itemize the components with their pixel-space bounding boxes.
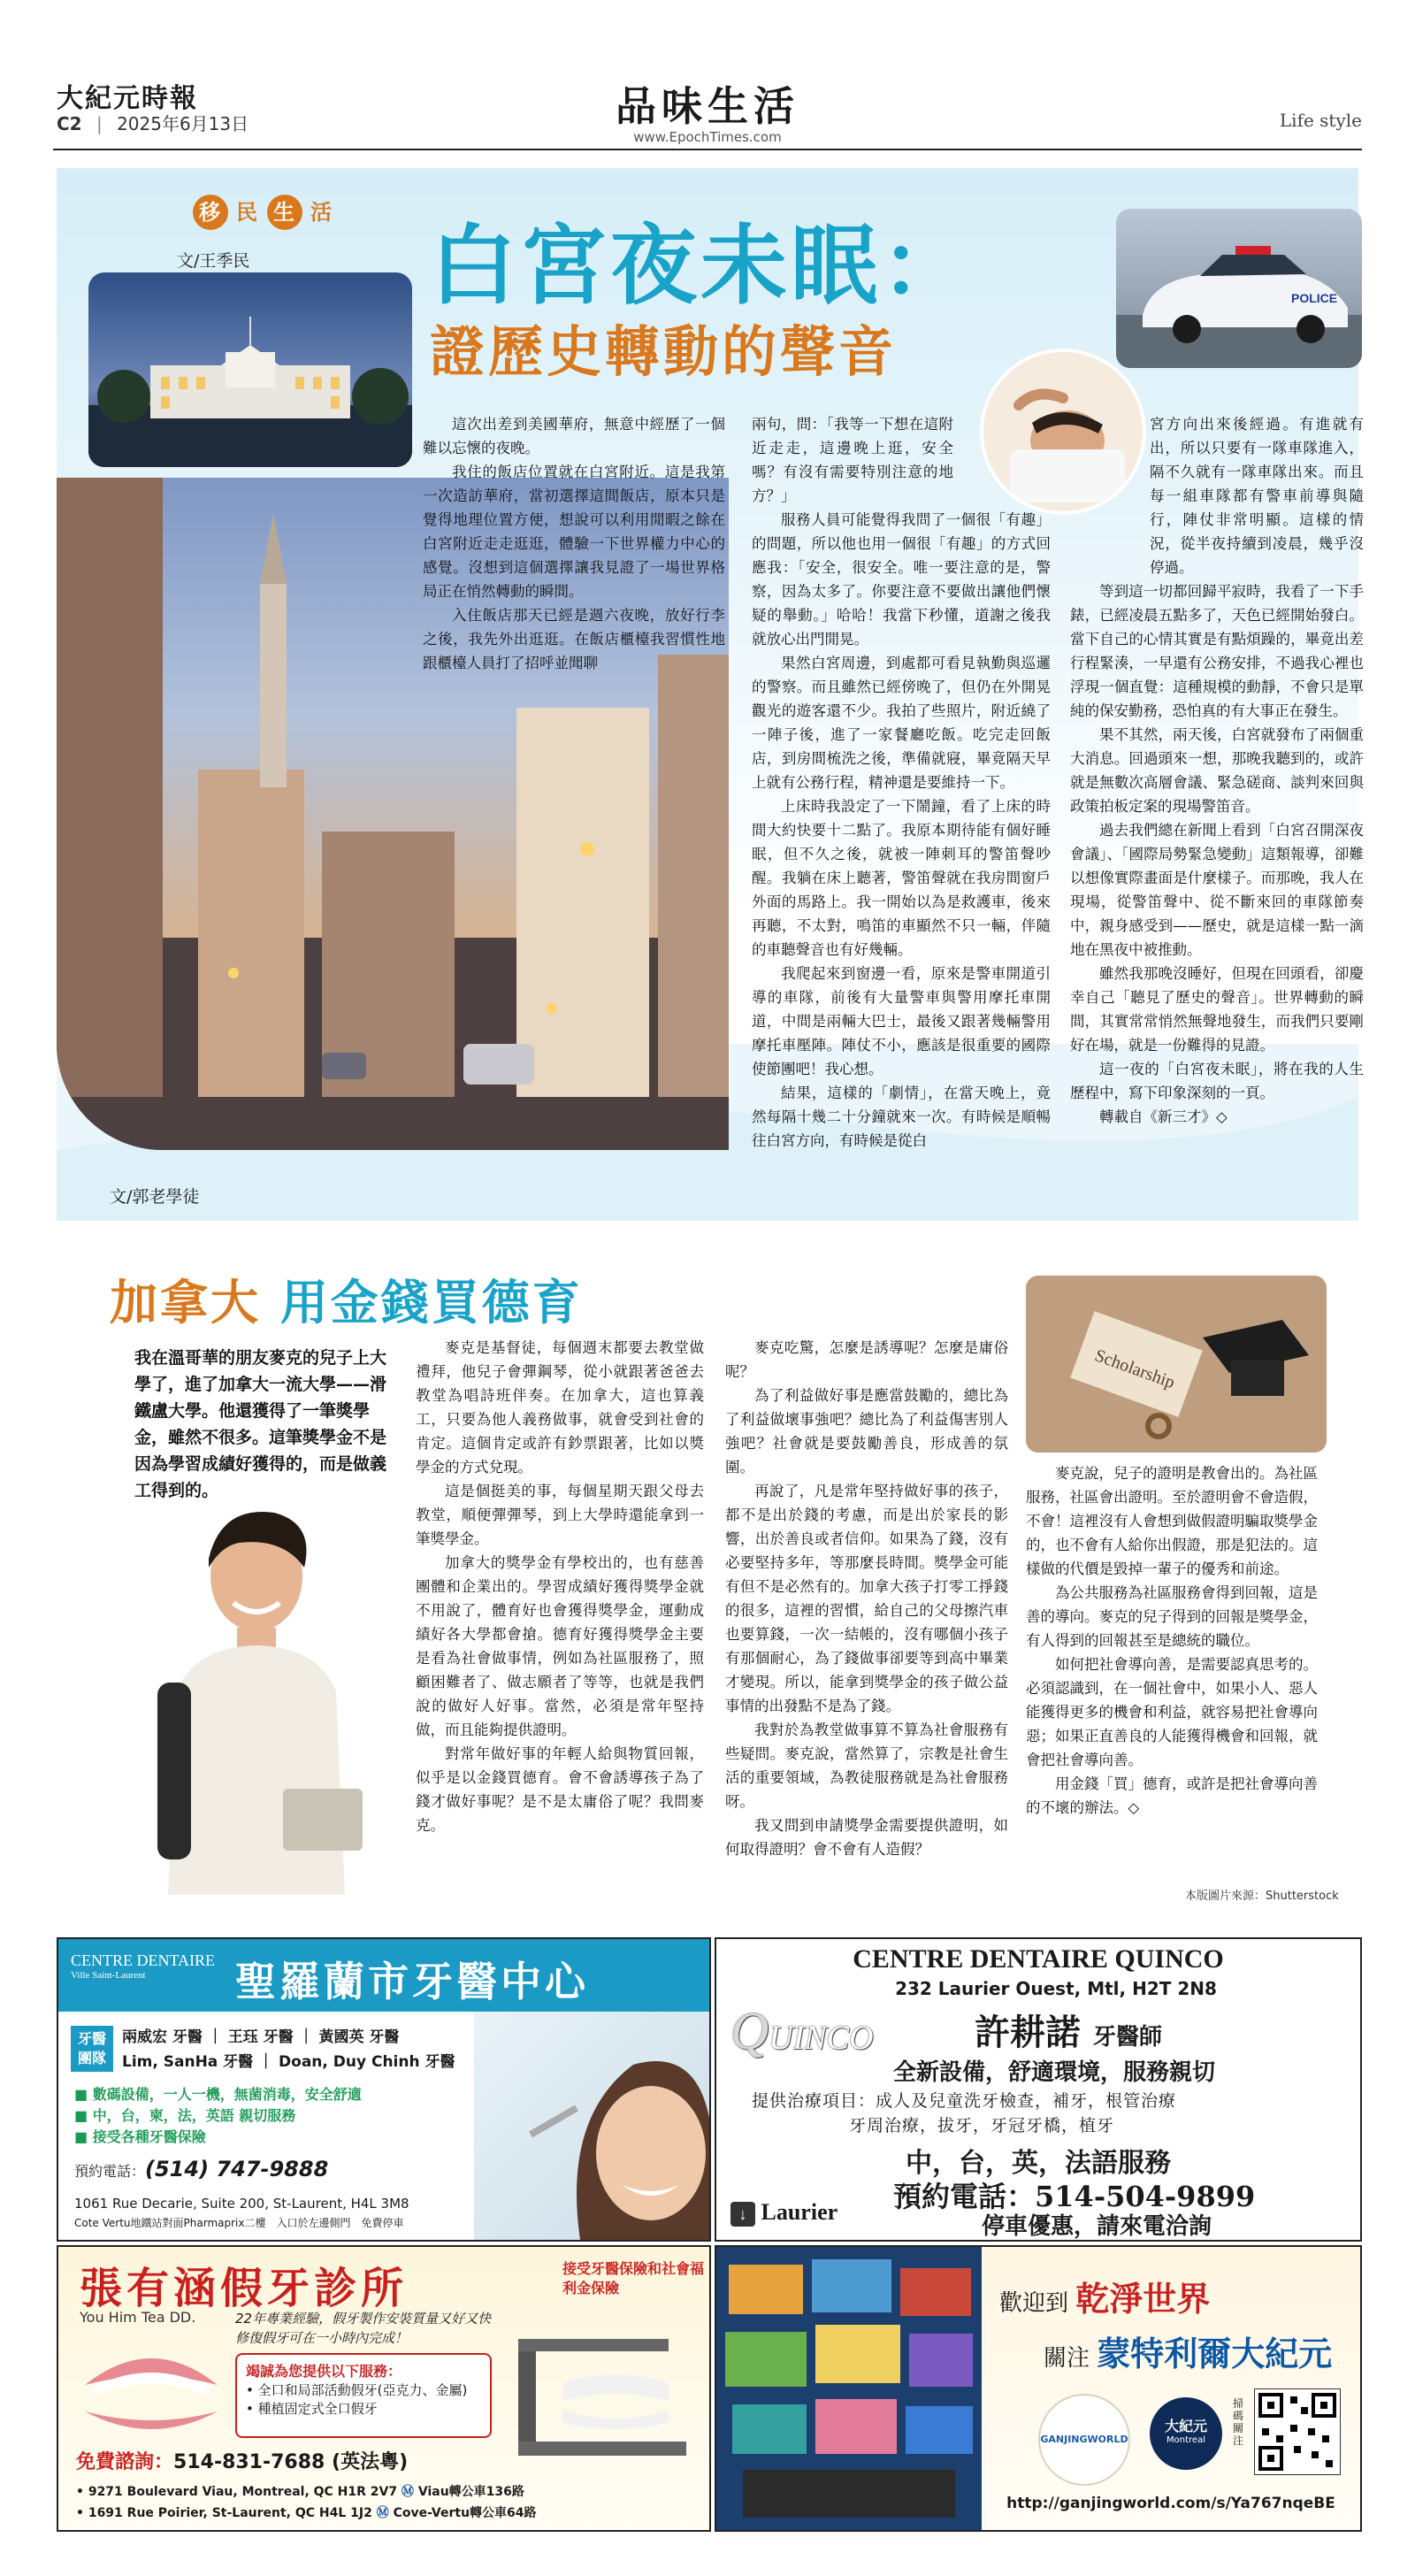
- ad3-consult: 免費諮詢：514-831-7688 (英法粵): [76, 2451, 409, 2473]
- ad1-phone: 預約電話：(514) 747-9888: [74, 2157, 329, 2181]
- paragraph: 轉載自《新三才》◇: [1099, 1108, 1228, 1125]
- ad1-title: 聖羅蘭市牙醫中心: [235, 1958, 589, 2005]
- white-house-illustration: [88, 272, 412, 467]
- metro-icon: ↓: [730, 2202, 755, 2227]
- ad4-url[interactable]: http://ganjingworld.com/s/Ya767nqeBE: [1006, 2495, 1335, 2512]
- white-house-photo: [88, 272, 412, 467]
- articulator-illustration: [501, 2321, 700, 2463]
- ad3-services-title: 竭誠為您提供以下服務：: [246, 2363, 402, 2380]
- ad2-slogan: 全新設備，舒適環境，服務親切: [893, 2059, 1216, 2086]
- section-title: 品味生活: [616, 82, 799, 130]
- ad1-phone-number[interactable]: (514) 747-9888: [145, 2157, 329, 2181]
- smiling-woman-illustration: [474, 2012, 709, 2240]
- article2-byline: 文/郭老學徒: [110, 1187, 200, 1207]
- paragraph: 為公共服務為社區服務會得到回報，這是善的導向。麥克的兒子得到的回報是獎學金，有人得到的回報甚至是總統的職位。: [1026, 1584, 1318, 1649]
- ad1-logo-text: CENTRE DENTAIRE: [71, 1951, 216, 1969]
- ad-denture-clinic[interactable]: [57, 2245, 711, 2532]
- paragraph: 加拿大的獎學金有學校出的，也有慈善團體和企業出的。學習成績好獲得獎學金就不用說了，體育好也會獲得獎學金，運動成績好各大學都會搶。德育好獲得獎學金主要是看為社會做事情，例如為社區服務了，照顧困難者了、做志願者了等等，也就是我們說的做好人好事。當然，必須是常年堅持做，而且能夠提供證明。: [416, 1554, 704, 1738]
- ad3-phone-number[interactable]: 514-831-7688 (英法粵): [173, 2451, 409, 2473]
- ad3-services-box: [235, 2353, 492, 2438]
- ad4-follow: 關注 蒙特利爾大紀元: [1044, 2334, 1333, 2373]
- article2-column-3: [1026, 1461, 1318, 1820]
- police-car-illustration: [1116, 209, 1362, 368]
- paragraph: 我對於為教堂做事算不算為社會服務有些疑問。麥克說，當然算了，宗教是社會生活的重要領域，為教徒服務就是為社會服務呀。: [725, 1721, 1008, 1810]
- ad3-service: • 全口和局部活動假牙(亞克力、金屬): [246, 2382, 468, 2398]
- paragraph: 對常年做好事的年輕人給與物質回報，似乎是以金錢買德育。會不會誘導孩子為了錢才做好事呢？是不是太庸俗了呢？我問麥克。: [416, 1745, 704, 1834]
- screens-collage: [716, 2247, 982, 2530]
- paragraph: 這次出差到美國華府，無意中經歷了一個難以忘懷的夜晚。: [423, 416, 725, 456]
- ad3-address-1: • 9271 Boulevard Viau, Montreal, QC H1R 2V7 Ⓜ Viau轉公車136路: [76, 2485, 524, 2499]
- qr-pattern: [1255, 2389, 1340, 2474]
- ad2-metro: ↓ Laurier: [730, 2199, 838, 2227]
- ad3-name-en: You Him Tea DD.: [80, 2309, 196, 2326]
- smiling-woman-photo: [474, 2012, 709, 2240]
- paragraph: 雖然我那晚沒睡好，但現在回頭看，卻慶幸自己「聽見了歷史的聲音」。世界轉動的瞬間，其實常常悄然無聲地發生，而我們只要剛好在場，就是一份難得的見證。: [1070, 965, 1364, 1054]
- denture-illustration: [76, 2332, 226, 2429]
- paragraph: 麥克吃驚，怎麼是誘導呢？怎麼是庸俗呢？: [725, 1339, 1008, 1380]
- articulator-photo: [501, 2321, 700, 2463]
- ad3-service: • 種植固定式全口假牙: [246, 2401, 378, 2417]
- denture-photo: [76, 2332, 226, 2429]
- ad4-welcome: 歡迎到 乾淨世界: [999, 2280, 1211, 2319]
- police-car-photo: [1116, 209, 1362, 368]
- article1-column-1: [423, 412, 725, 675]
- badge-char: 生: [267, 195, 302, 230]
- ad2-logo: QUINCO: [730, 2002, 874, 2060]
- ad1-bullet: ■ 中，台，柬，法，英語 親切服務: [74, 2107, 296, 2124]
- ad2-services-2: 牙周治療，拔牙，牙冠牙橋，植牙: [849, 2116, 1115, 2135]
- article-divider: [57, 1168, 1358, 1177]
- paragraph: 果然白宮周邊，到處都可看見執勤與巡邏的警察。而且雖然已經傍晚了，但仍在外開晃觀光的遊客還不少。我拍了些照片，附近繞了一陣子後，進了一家餐廳吃飯。吃完走回飯店，到房間梳洗之後，準備就寢，畢竟隔天早上就有公務行程，精神還是要維持一下。: [752, 655, 1051, 791]
- ad1-bullet: ■ 接受各種牙醫保險: [74, 2128, 206, 2145]
- ad1-team-label: [71, 2026, 113, 2072]
- ad4-brand: 乾淨世界: [1075, 2280, 1211, 2319]
- title-main: 用金錢買德育: [279, 1275, 583, 1330]
- ad1-bullets: [74, 2084, 362, 2148]
- paragraph: 宮方向出來後經過。有進就有出，所以只要有一隊車隊進入，隔不久就有一隊車隊出來。而且每一組車隊都有警車前導與隨行，陣仗非常明顯。這樣的情況，從半夜持續到凌晨，幾乎沒停過。: [1150, 416, 1364, 576]
- column-badge: [193, 195, 341, 230]
- photo-credit: 本版圖片來源：Shutterstock: [1185, 1890, 1339, 1903]
- article2-column-1: [416, 1336, 704, 1837]
- qr-label: 掃碼關注: [1233, 2397, 1244, 2447]
- ad1-metro: Cote Vertu地鐵站對面Pharmaprix二樓 入口於左邊側門 免費停車: [74, 2217, 404, 2229]
- section-english: Life style: [1279, 110, 1362, 131]
- ad1-logo: [71, 1951, 215, 1981]
- ad1-logo-sub: Ville Saint-Laurent: [71, 1970, 146, 1981]
- article2-title: [110, 1265, 583, 1333]
- paragraph: 為了利益做好事是應當鼓勵的，總比為了利益做壞事強吧？總比為了利益傷害別人強吧？社會就是要鼓勵善良，形成善的氛圍。: [725, 1387, 1008, 1476]
- paragraph: 麥克是基督徒，每個週末都要去教堂做禮拜，他兒子會彈鋼琴，從小就跟著爸爸去教堂為唱詩班伴奏。在加拿大，這也算義工，只要為他人義務做事，就會受到社會的肯定。這個肯定或許有鈔票跟著，比如以獎學金的方式兌現。: [416, 1339, 704, 1476]
- ad2-parking: 停車優惠，請來電洽詢: [982, 2213, 1212, 2240]
- paragraph: 我又問到申請獎學金需要提供證明，如何取得證明？會不會有人造假？: [725, 1817, 1008, 1858]
- ad2-phone: 預約電話：514-504-9899: [893, 2180, 1256, 2213]
- paragraph: 這是個挺美的事，每個星期天跟父母去教堂，順便彈彈琴，到上大學時還能拿到一筆獎學金。: [416, 1483, 704, 1547]
- team-label-line: 團隊: [77, 2050, 106, 2066]
- article1-byline: 文/王季民: [177, 251, 250, 271]
- article1-column-3: [1070, 412, 1364, 1129]
- student-photo: [142, 1497, 371, 1895]
- paragraph: 過去我們總在新聞上看到「白宮召開深夜會議」、「國際局勢緊急變動」這類報導，卻難以想像實際畫面是什麼樣子。而那晚，我人在現場，從警笛聲中、從不斷來回的車隊節奏中，親身感受到——歷史，就是這樣一點一滴地在黑夜中被推動。: [1070, 822, 1364, 958]
- epochtimes-logo: [1150, 2397, 1222, 2470]
- scholarship-photo: [1026, 1276, 1327, 1453]
- ad2-phone-number[interactable]: 514-504-9899: [1035, 2180, 1256, 2213]
- ad3-title: 張有涵假牙診所: [80, 2264, 409, 2313]
- ad2-doctor: 許耕諾 牙醫師: [975, 2012, 1162, 2053]
- paragraph: 入住飯店那天已經是週六夜晚，放好行李之後，我先外出逛逛。在飯店櫃檯我習慣性地跟櫃檯人員打了招呼並聞聊: [423, 607, 725, 671]
- issue-date: 2025年6月13日: [117, 113, 249, 134]
- newspaper-logo: 大紀元時報: [57, 83, 198, 114]
- svg-text:Scholarship: Scholarship: [1092, 1346, 1178, 1393]
- paragraph: 兩句，問：「我等一下想在這附近走走，這邊晚上逛，安全嗎？有沒有需要特別注意的地方？」: [752, 416, 953, 504]
- ad2-services-1: 提供治療項目：成人及兒童洗牙檢查，補牙，根管治療: [752, 2091, 1177, 2111]
- screens-illustration: [716, 2247, 982, 2530]
- ad-saint-laurent-dental[interactable]: [57, 1937, 711, 2242]
- paragraph: 上床時我設定了一下鬧鐘，看了上床的時間大約快要十二點了。我原本期待能有個好睡眠，但不久之後，就被一陣刺耳的警笛聲吵醒。我躺在床上聽著，警笛聲就在我房間窗戶外面的馬路上。我一開始以為是救護車，後來再聽，不太對，鳴笛的車顯然不只一輛，伴隨的車聽聲音也有好幾輛。: [752, 798, 1051, 958]
- paragraph: 等到這一切都回歸平寂時，我看了一下手錶，已經凌晨五點多了，天色已經開始發白。當下自己的心情其實是有點煩躁的，畢竟出差行程緊湊，一早還有公務安排，不過我心裡也浮現一個直覺：這種規模的動靜，不會只是單純的保安勤務，恐怕真的有大事正在發生。: [1070, 583, 1364, 719]
- paragraph: 結果，這樣的「劇情」，在當天晚上，竟然每隔十幾二十分鐘就來一次。有時候是順暢往白宮方向，有時候是從白: [752, 1085, 1051, 1149]
- article1-subtitle: 證歷史轉動的聲音: [430, 319, 898, 384]
- masthead-rule: [53, 149, 1362, 150]
- ad2-title: CENTRE DENTAIRE QUINCO: [853, 1944, 1224, 1974]
- ad3-insurance: 接受牙醫保險和社會福利金保險: [562, 2260, 705, 2296]
- ad3-intro-2: 修復假牙可在一小時內完成！: [235, 2330, 409, 2346]
- et-logo-sub: Montreal: [1166, 2435, 1205, 2445]
- paragraph: 用金錢「買」德育，或許是把社會導向善的不壞的辦法。◇: [1026, 1775, 1318, 1816]
- ad1-team-en: Lim, SanHa 牙醫 ｜ Doan, Duy Chinh 牙醫: [122, 2053, 455, 2071]
- ad1-address: 1061 Rue Decarie, Suite 200, St-Laurent, H4L 3M8: [74, 2196, 409, 2212]
- ad2-langs: 中，台，英，法語服務: [906, 2148, 1171, 2179]
- article2-column-2: [725, 1336, 1008, 1861]
- badge-char: 民: [236, 200, 259, 225]
- paragraph: 服務人員可能覺得我問了一個很「有趣」的問題，所以他也用一個很「有趣」的方式回應我：「安全，很安全。唯一要注意的是，警察，因為太多了。你要注意不要做出讓他們懷疑的舉動。」哈哈！我當下秒懂，道謝之後我就放心出門閒晃。: [752, 511, 1051, 648]
- ganjing-logo: GANJINGWORLD: [1038, 2394, 1130, 2486]
- ad3-intro-1: 22年專業經驗，假牙製作安裝質量又好又快: [235, 2311, 492, 2327]
- title-accent: 加拿大: [110, 1275, 261, 1330]
- et-logo-text: 大紀元: [1164, 2418, 1207, 2434]
- paragraph: 如何把社會導向善，是需要認真思考的。必須認識到，在一個社會中，如果小人、惡人能獲得更多的機會和利益，就容易把社會導向惡；如果正直善良的人能獲得機會和回報，就會把社會導向善。: [1026, 1656, 1318, 1768]
- qr-code-icon[interactable]: [1254, 2388, 1341, 2475]
- ad3-address-2: • 1691 Rue Poirier, St-Laurent, QC H4L 1J2 Ⓜ Cove-Vertu轉公車64路: [76, 2506, 537, 2520]
- ad4-paper: 蒙特利爾大紀元: [1097, 2334, 1333, 2373]
- scholarship-illustration: [1026, 1276, 1327, 1453]
- ad-centre-dentaire-quinco[interactable]: [715, 1937, 1362, 2242]
- paragraph: 再說了，凡是常年堅持做好事的孩子，都不是出於錢的考慮，而是出於家長的影響，出於善良或者信仰。如果為了錢，沒有必要堅持多年，等那麼長時間。獎學金可能有但不是必然有的。加拿大孩子打零工掙錢的很多，這裡的習慣，給自己的父母擦汽車也要算錢，一次一結帳的，沒有哪個小孩子有那個耐心，為了錢做事卻要等到高中畢業才變現。所以，能拿到獎學金的孩子做公益事情的出發點不是為了錢。: [725, 1483, 1008, 1714]
- ad-ganjing-world[interactable]: [715, 2245, 1362, 2532]
- svg-text:POLICE: POLICE: [1291, 291, 1338, 305]
- student-illustration: [142, 1497, 371, 1895]
- tooth-icon: Q: [730, 2002, 769, 2060]
- article2-lead: 我在溫哥華的朋友麥克的兒子上大學了，進了加拿大一流大學——滑鐵盧大學。他還獲得了一筆獎學金，雖然不很多。這筆獎學金不是因為學習成績好獲得的，而是做義工得到的。: [134, 1348, 387, 1500]
- badge-char: 移: [193, 195, 228, 230]
- paragraph: 果不其然，兩天後，白宮就發布了兩個重大消息。回過頭來一想，那晚我聽到的，或許就是無數次高層會議、緊急磋商、談判來回與政策拍板定案的現場警笛音。: [1070, 726, 1364, 815]
- paragraph: 麥克說，兒子的證明是教會出的。為社區服務，社區會出證明。至於證明會不會造假，不會！這裡沒有人會想到做假證明騙取獎學金的，也不會有人給你出假證，那是犯法的。這樣做的代價是毀掉一輩子的優秀和前途。: [1026, 1465, 1318, 1577]
- ad1-bullet: ■ 數碼設備，一人一機，無菌消毒，安全舒適: [74, 2086, 362, 2103]
- paragraph: 這一夜的「白宮夜未眠」，將在我的人生歷程中，寫下印象深刻的一頁。: [1070, 1061, 1364, 1101]
- ad1-team-zh: 兩威宏 牙醫 ｜ 王珏 牙醫 ｜ 黃國英 牙醫: [122, 2028, 400, 2046]
- separator: |: [96, 113, 103, 134]
- page-number: C2: [57, 113, 82, 134]
- paragraph: 我住的飯店位置就在白宮附近。這是我第一次造訪華府，當初選擇這間飯店，原本只是覺得地理位置方便，想說可以利用閒暇之餘在白宮附近走走逛逛，體驗一下世界權力中心的感覺。沒想到這個選擇讓我見證了一場世界格局正在悄然轉動的瞬間。: [423, 464, 725, 600]
- site-url: www.EpochTimes.com: [633, 129, 782, 145]
- team-label-line: 牙醫: [77, 2030, 106, 2047]
- paragraph: 我爬起來到窗邊一看，原來是警車開道引導的車隊，前後有大量警車與警用摩托車開道，中間是兩輛大巴士，最後又跟著幾輛警用摩托車壓陣。陣仗不小，應該是很重要的國際使節團吧！我心想。: [752, 965, 1051, 1077]
- article1-title: 白宮夜未眠：: [430, 216, 972, 317]
- badge-char: 活: [310, 200, 333, 225]
- article1-column-2: [752, 412, 1051, 1153]
- ad2-address: 232 Laurier Ouest, Mtl, H2T 2N8: [895, 1978, 1217, 1999]
